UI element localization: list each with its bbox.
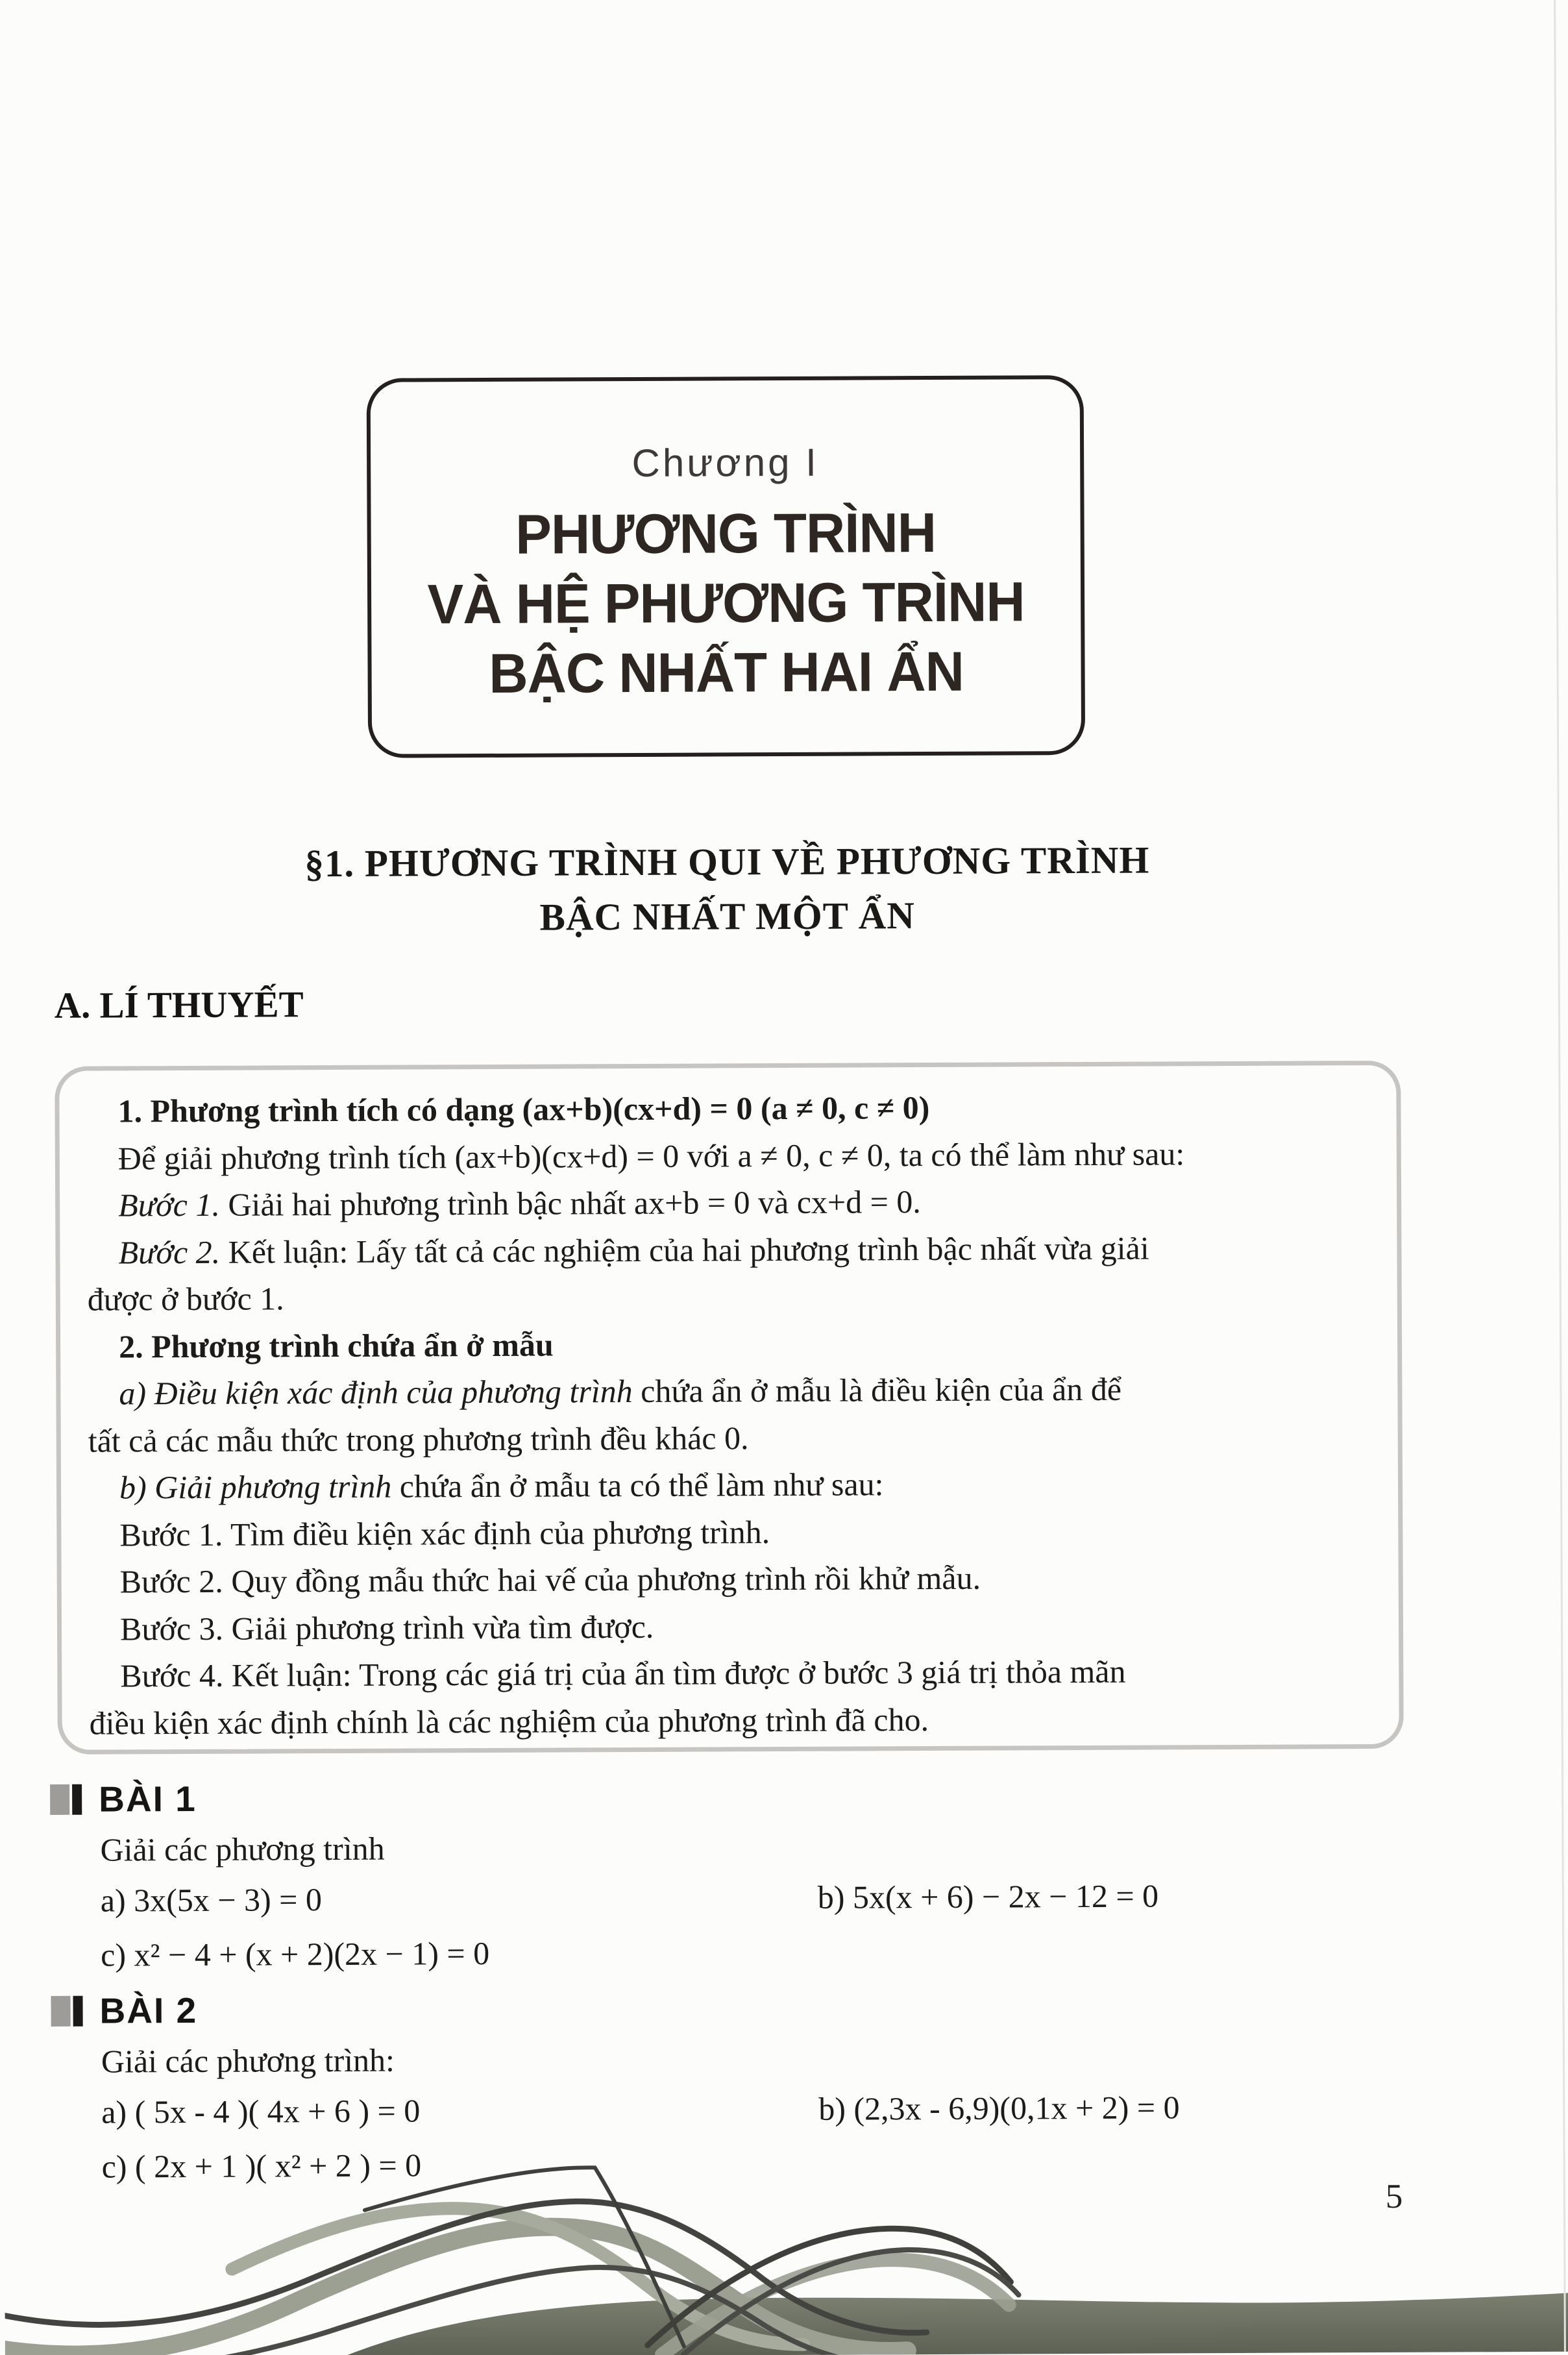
theory-line: Bước 1. Tìm điều kiện xác định của phương trình. — [119, 1513, 770, 1553]
exercise-bullet-gray-icon — [51, 1995, 70, 2026]
exercise-item-a: a) 3x(5x − 3) = 0 — [100, 1881, 323, 1919]
exercise-item-a: a) ( 5x - 4 )( 4x + 6 ) = 0 — [101, 2092, 421, 2130]
theory-line: Bước 1. Giải hai phương trình bậc nhất ax+b = 0 và cx+d = 0. — [118, 1183, 921, 1224]
chapter-box — [367, 375, 1086, 758]
theory-heading: A. LÍ THUYẾT — [54, 984, 304, 1026]
theory-box — [55, 1061, 1404, 1755]
section-title — [54, 832, 1401, 946]
page-number: 5 — [1385, 2177, 1403, 2215]
exercise-bullet-black-icon — [73, 1995, 82, 2026]
chapter-kicker: Chương I — [631, 440, 819, 486]
exercise-2-label: BÀI 2 — [99, 1990, 198, 2031]
exercise-1-header — [58, 1775, 1404, 1818]
theory-box-content — [86, 1082, 1371, 1747]
theory-line: Bước 2. Quy đồng mẫu thức hai vế của phương trình rồi khử mẫu. — [119, 1559, 981, 1600]
theory-line: Bước 2. Kết luận: Lấy tất cả các nghiệm của hai phương trình bậc nhất vừa giải — [118, 1229, 1149, 1270]
theory-line: 2. Phương trình chứa ẩn ở mẫu — [119, 1326, 554, 1364]
theory-line: điều kiện xác định chính là các nghiệm của phương trình đã cho. — [89, 1701, 929, 1742]
exercise-item-c: c) ( 2x + 1 )( x² + 2 ) = 0 — [101, 2147, 422, 2185]
exercise-1-items — [101, 1873, 1406, 1977]
exercise-2-header — [58, 1986, 1405, 2030]
chapter-title-line-1: PHƯƠNG TRÌNH — [515, 501, 937, 566]
chapter-title-line-3: BẬC NHẤT HAI ẨN — [489, 640, 964, 705]
theory-line: a) Điều kiện xác định của phương trình chứa ẩn ở mẫu là điều kiện của ẩn để — [119, 1370, 1122, 1412]
exercise-1-label: BÀI 1 — [99, 1778, 197, 1819]
theory-line: Để giải phương trình tích (ax+b)(cx+d) = 0 với a ≠ 0, c ≠ 0, ta có thể làm như sau: — [117, 1135, 1185, 1176]
exercise-item-c: c) x² − 4 + (x + 2)(2x − 1) = 0 — [101, 1934, 490, 1973]
theory-line: Bước 4. Kết luận: Trong các giá trị của ẩn tìm được ở bước 3 giá trị thỏa mãn — [120, 1653, 1126, 1694]
theory-line: 1. Phương trình tích có dạng (ax+b)(cx+d) = 0 (a ≠ 0, c ≠ 0) — [117, 1089, 930, 1129]
scan-page-edge — [1554, 0, 1566, 2352]
exercise-2-intro: Giải các phương trình: — [101, 2041, 395, 2080]
theory-line: b) Giải phương trình chứa ẩn ở mẫu ta có thể làm như sau: — [119, 1466, 884, 1506]
section-title-line-1: §1. PHƯƠNG TRÌNH QUI VỀ PHƯƠNG TRÌNH — [304, 838, 1150, 885]
exercise-bullet-gray-icon — [50, 1784, 69, 1814]
theory-line: Bước 3. Giải phương trình vừa tìm được. — [119, 1608, 654, 1647]
section-title-line-2: BẬC NHẤT MỘT ẨN — [539, 894, 916, 939]
theory-line: được ở bước 1. — [87, 1280, 284, 1318]
exercise-1 — [58, 1775, 1405, 1977]
exercise-item-b: b) 5x(x + 6) − 2x − 12 = 0 — [817, 1877, 1159, 1916]
chapter-title-line-2: VÀ HỆ PHƯƠNG TRÌNH — [427, 571, 1025, 636]
theory-line: tất cả các mẫu thức trong phương trình đều khác 0. — [88, 1419, 749, 1459]
exercise-item-b: b) (2,3x - 6,9)(0,1x + 2) = 0 — [818, 2089, 1180, 2127]
exercise-1-intro: Giải các phương trình — [100, 1830, 385, 1868]
footer-band-shape — [310, 2292, 1568, 2355]
decorative-waves — [4, 2126, 1568, 2355]
exercise-bullet-black-icon — [72, 1784, 82, 1814]
